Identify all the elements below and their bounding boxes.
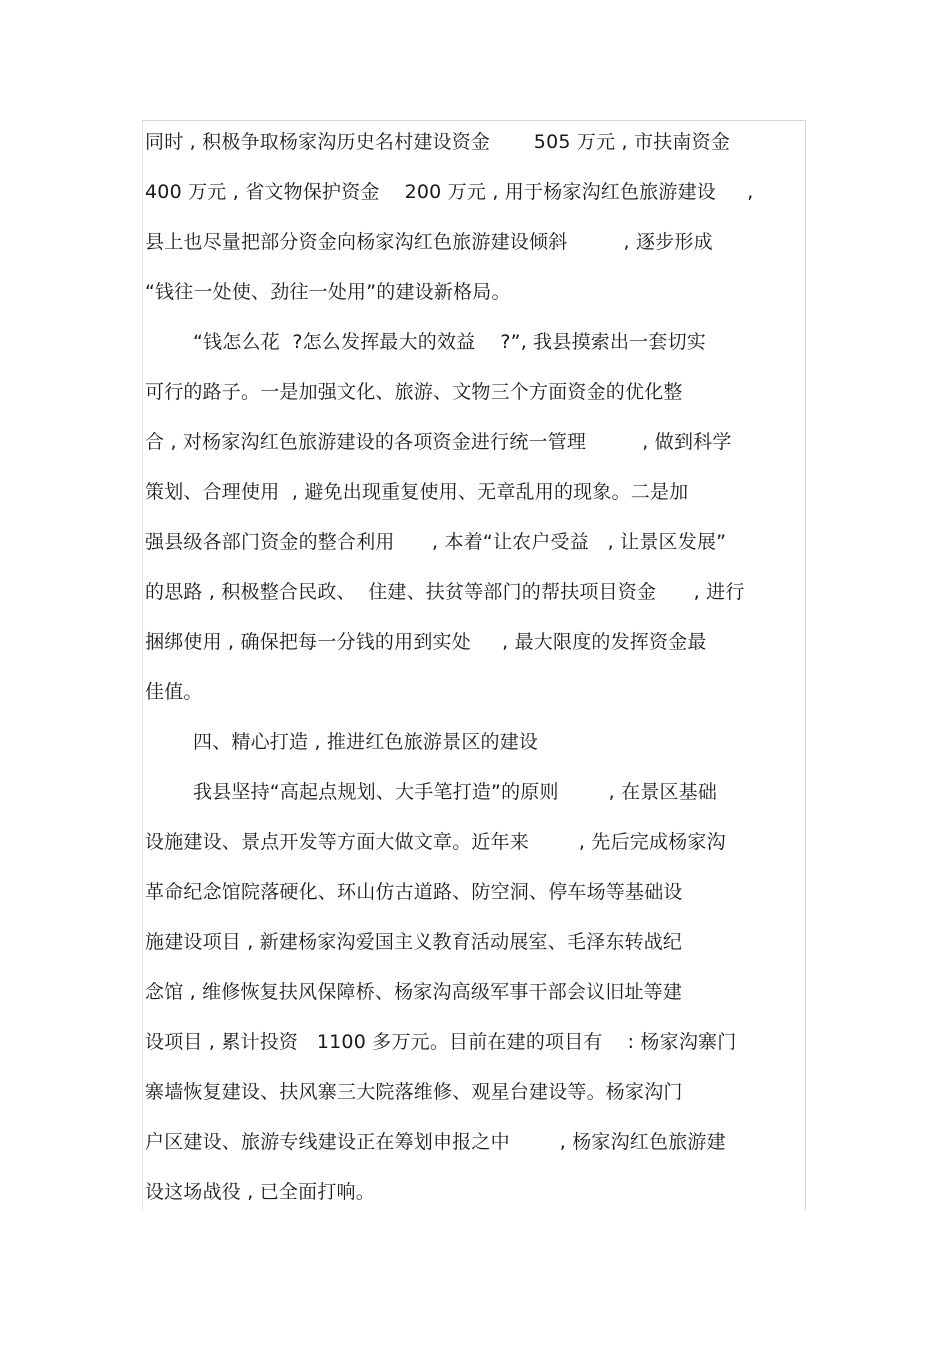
text-line: 寨墙恢复建设、扶风寨三大院落维修、观星台建设等。杨家沟门 bbox=[145, 1081, 683, 1103]
section-heading: 四、精心打造 , 推进红色旅游景区的建设 bbox=[193, 731, 539, 753]
text-line: 设这场战役 , 已全面打响。 bbox=[145, 1181, 375, 1203]
text-line: 设项目 , 累计投资 1100 多万元。目前在建的项目有 : 杨家沟寨门 bbox=[145, 1031, 737, 1053]
text-line: 县上也尽量把部分资金向杨家沟红色旅游建设倾斜 , 逐步形成 bbox=[145, 231, 713, 253]
text-line: 强县级各部门资金的整合利用 , 本着“让农户受益 , 让景区发展” bbox=[145, 531, 727, 553]
text-line: 佳值。 bbox=[145, 681, 203, 703]
text-line: 念馆 , 维修恢复扶风保障桥、杨家沟高级军事干部会议旧址等建 bbox=[145, 981, 683, 1003]
paragraph-start-line: 我县坚持“高起点规划、大手笔打造”的原则 , 在景区基础 bbox=[193, 781, 718, 803]
paragraph-start-line: “钱怎么花 ?怎么发挥最大的效益 ?”, 我县摸索出一套切实 bbox=[193, 331, 706, 353]
text-line: 策划、合理使用 , 避免出现重复使用、无章乱用的现象。二是加 bbox=[145, 481, 689, 503]
text-line: 设施建设、景点开发等方面大做文章。近年来 , 先后完成杨家沟 bbox=[145, 831, 726, 853]
text-line: 户区建设、旅游专线建设正在筹划申报之中 , 杨家沟红色旅游建 bbox=[145, 1131, 726, 1153]
text-line: 400 万元 , 省文物保护资金 200 万元 , 用于杨家沟红色旅游建设 , bbox=[145, 181, 754, 203]
text-line: 合 , 对杨家沟红色旅游建设的各项资金进行统一管理 , 做到科学 bbox=[145, 431, 732, 453]
text-line: 同时 , 积极争取杨家沟历史名村建设资金 505 万元 , 市扶南资金 bbox=[145, 131, 731, 153]
text-line: 捆绑使用 , 确保把每一分钱的用到实处 , 最大限度的发挥资金最 bbox=[145, 631, 707, 653]
text-line: 的思路 , 积极整合民政、 住建、扶贫等部门的帮扶项目资金 , 进行 bbox=[145, 581, 745, 603]
text-line: 施建设项目 , 新建杨家沟爱国主义教育活动展室、毛泽东转战纪 bbox=[145, 931, 683, 953]
text-line: 可行的路子。一是加强文化、旅游、文物三个方面资金的优化整 bbox=[145, 381, 683, 403]
text-line: 革命纪念馆院落硬化、环山仿古道路、防空洞、停车场等基础设 bbox=[145, 881, 683, 903]
text-line: “钱往一处使、劲往一处用”的建设新格局。 bbox=[145, 281, 511, 303]
